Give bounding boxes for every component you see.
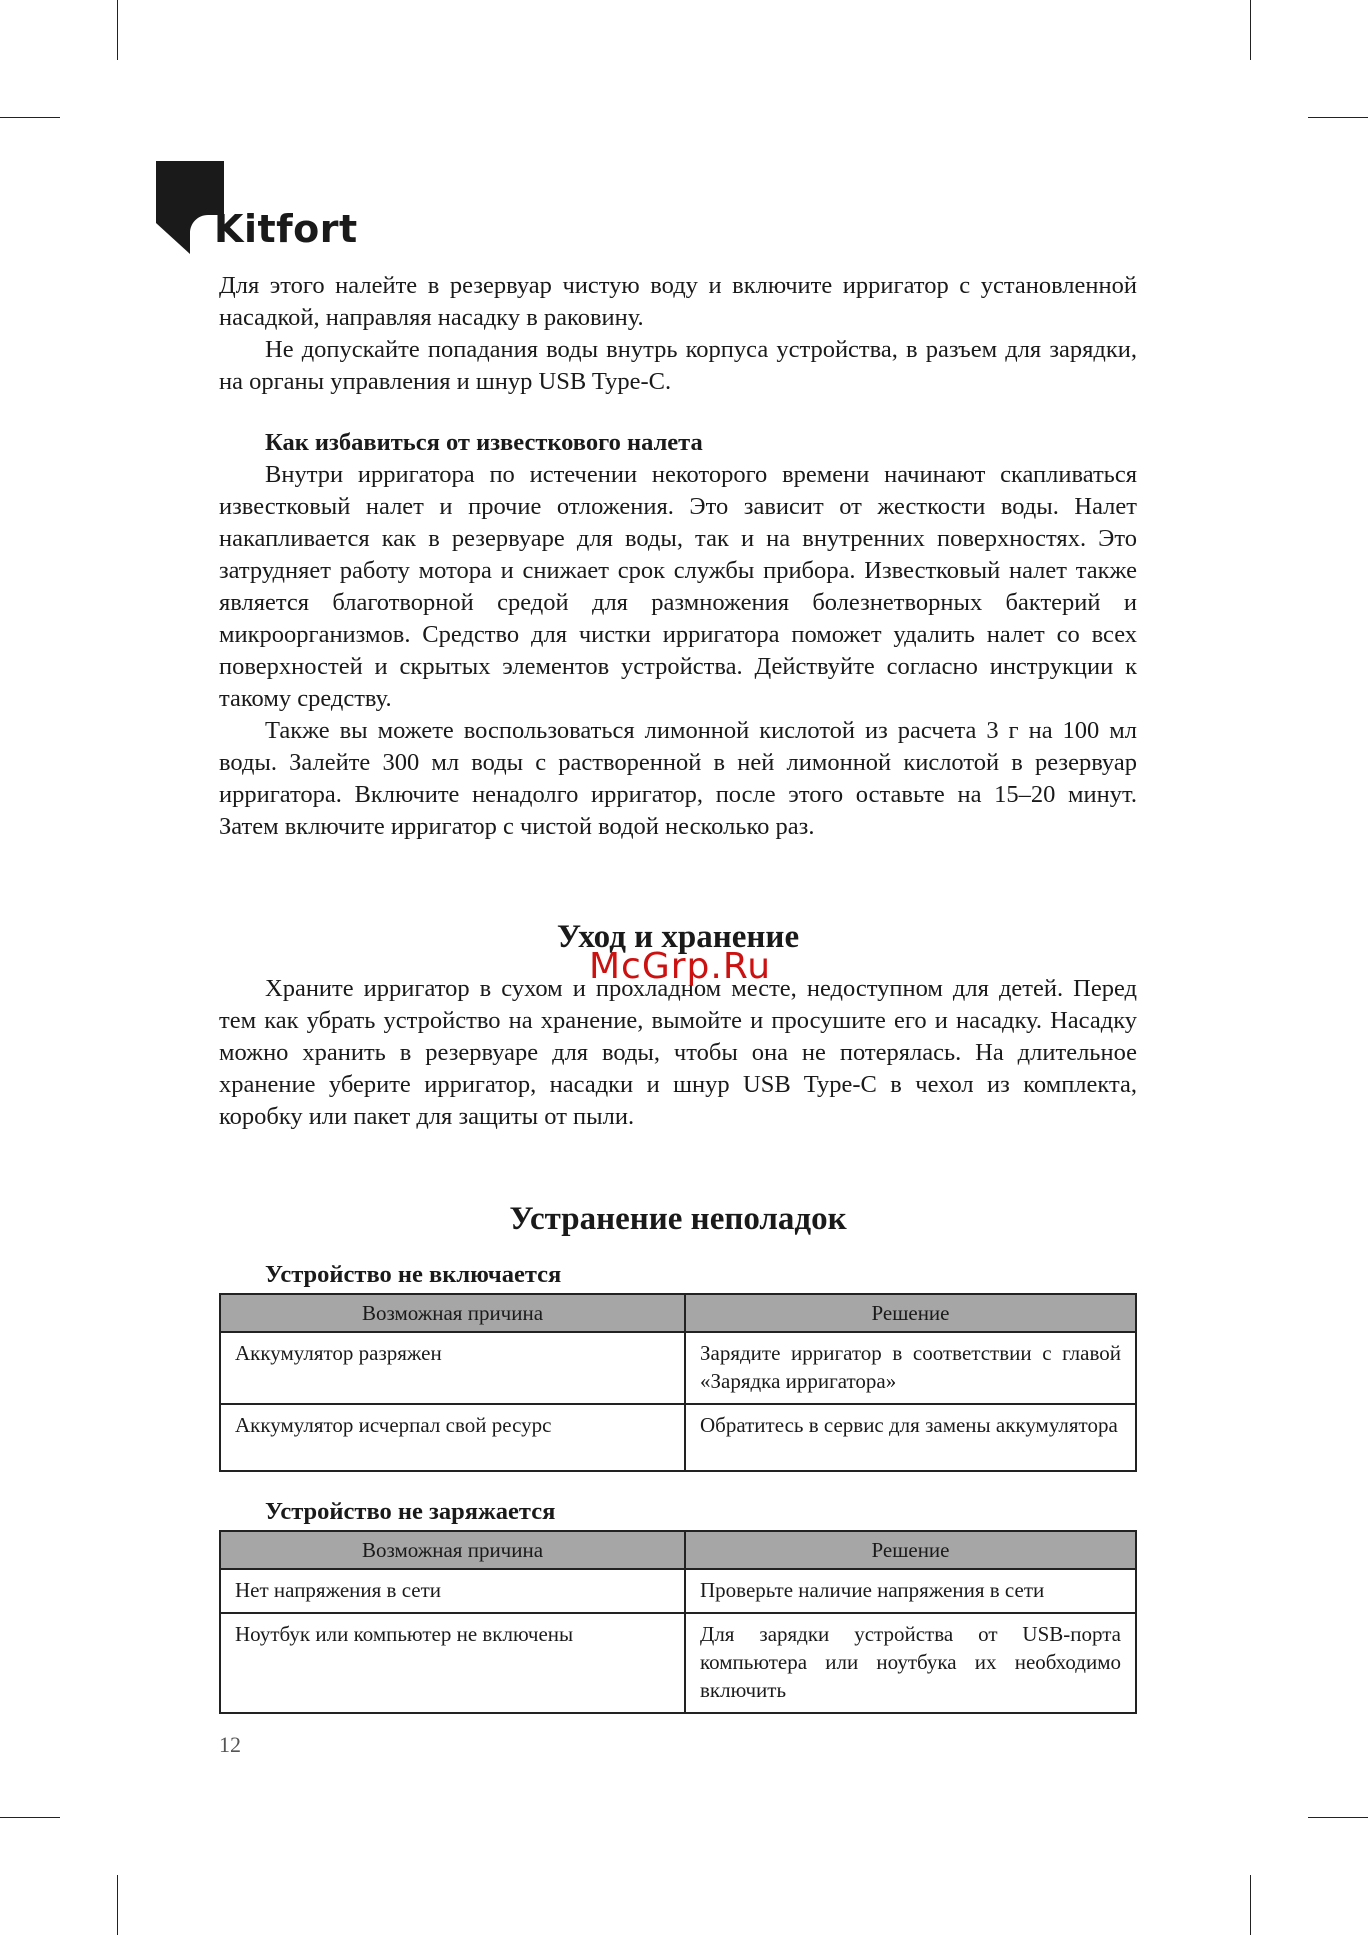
table-heading: Устройство не заряжается: [265, 1498, 556, 1525]
crop-mark: [1308, 117, 1368, 118]
table-row: [220, 1569, 1136, 1613]
column-header-cause: Возможная причина: [220, 1531, 685, 1569]
limescale-heading: Как избавиться от известкового налета: [265, 429, 703, 456]
table-row: [220, 1613, 1136, 1713]
page-number: 12: [219, 1732, 241, 1757]
cause-cell: Нет напряжения в сети: [220, 1569, 685, 1613]
crop-mark: [0, 1817, 60, 1818]
solution-cell: Обратитесь в сервис для замены аккумулятора: [685, 1404, 1136, 1471]
crop-mark: [1250, 0, 1251, 60]
crop-mark: [0, 117, 60, 118]
brand-name: Kitfort: [214, 207, 358, 251]
solution-cell: Проверьте наличие напряжения в сети: [685, 1569, 1136, 1613]
solution-cell: Зарядите ирригатор в соответствии с главой «Зарядка ирригатора»: [685, 1332, 1136, 1404]
crop-mark: [1250, 1875, 1251, 1935]
watermark: McGrp.Ru: [589, 946, 772, 987]
table-section-2: [219, 1496, 1137, 1714]
intro-section: [219, 270, 1137, 398]
crop-mark: [1308, 1817, 1368, 1818]
column-header-solution: Решение: [685, 1531, 1136, 1569]
troubleshooting-title: Устранение неполадок: [509, 1201, 847, 1237]
intro-paragraph-2: Не допускайте попадания воды внутрь корпуса устройства, в разъем для зарядки, на органы управления и шнур USB Type-C.: [219, 336, 1137, 395]
column-header-solution: Решение: [685, 1294, 1136, 1332]
limescale-paragraph-1: Внутри ирригатора по истечении некоторого времени начинают скапливаться известковый налет и прочие отложения. Это зависит от жесткости воды. Налет накапливается как в резервуаре для воды, так и на внутренних поверхностях. Это затрудняет работу мотора и снижает срок службы прибора. Известковый налет также является благотворной средой для размножения болезнетворных бактерий и микроорганизмов. Средство для чистки ирригатора поможет удалить налет со всех поверхностей и скрытых элементов устройства. Действуйте согласно инструкции к такому средству.: [219, 461, 1137, 712]
troubleshooting-table: [219, 1530, 1137, 1714]
cause-cell: Аккумулятор разряжен: [220, 1332, 685, 1404]
solution-cell: Для зарядки устройства от USB-порта компьютера или ноутбука их необходимо включить: [685, 1613, 1136, 1713]
cause-cell: Аккумулятор исчерпал свой ресурс: [220, 1404, 685, 1471]
column-header-cause: Возможная причина: [220, 1294, 685, 1332]
limescale-section: [219, 427, 1137, 843]
table-heading: Устройство не включается: [265, 1261, 562, 1288]
care-paragraph: Храните ирригатор в сухом и прохладном месте, недоступном для детей. Перед тем как убрать устройство на хранение, вымойте и просушите его и насадку. Насадку можно хранить в резервуаре для воды, чтобы она не потерялась. На длительное хранение уберите ирригатор, насадки и шнур USB Type-C в чехол из комплекта, коробку или пакет для защиты от пыли.: [219, 975, 1137, 1130]
limescale-paragraph-2: Также вы можете воспользоваться лимонной кислотой из расчета 3 г на 100 мл воды. Залейте 300 мл воды с растворенной в ней лимонной кислотой в резервуар ирригатора. Включите ненадолго ирригатор, после этого оставьте на 15–20 минут. Затем включите ирригатор с чистой водой несколько раз.: [219, 717, 1137, 840]
table-header-row: [220, 1531, 1136, 1569]
crop-mark: [117, 1875, 118, 1935]
cause-cell: Ноутбук или компьютер не включены: [220, 1613, 685, 1713]
brand-logo: [156, 161, 358, 257]
intro-paragraph-1: Для этого налейте в резервуар чистую воду и включите ирригатор с установленной насадкой, направляя насадку в раковину.: [219, 272, 1137, 331]
troubleshooting-section: [219, 1199, 1137, 1239]
table-header-row: [220, 1294, 1136, 1332]
table-section-1: [219, 1259, 1137, 1472]
troubleshooting-table: [219, 1293, 1137, 1472]
care-title: Уход и хранение: [556, 919, 800, 955]
table-row: [220, 1404, 1136, 1471]
table-row: [220, 1332, 1136, 1404]
crop-mark: [117, 0, 118, 60]
